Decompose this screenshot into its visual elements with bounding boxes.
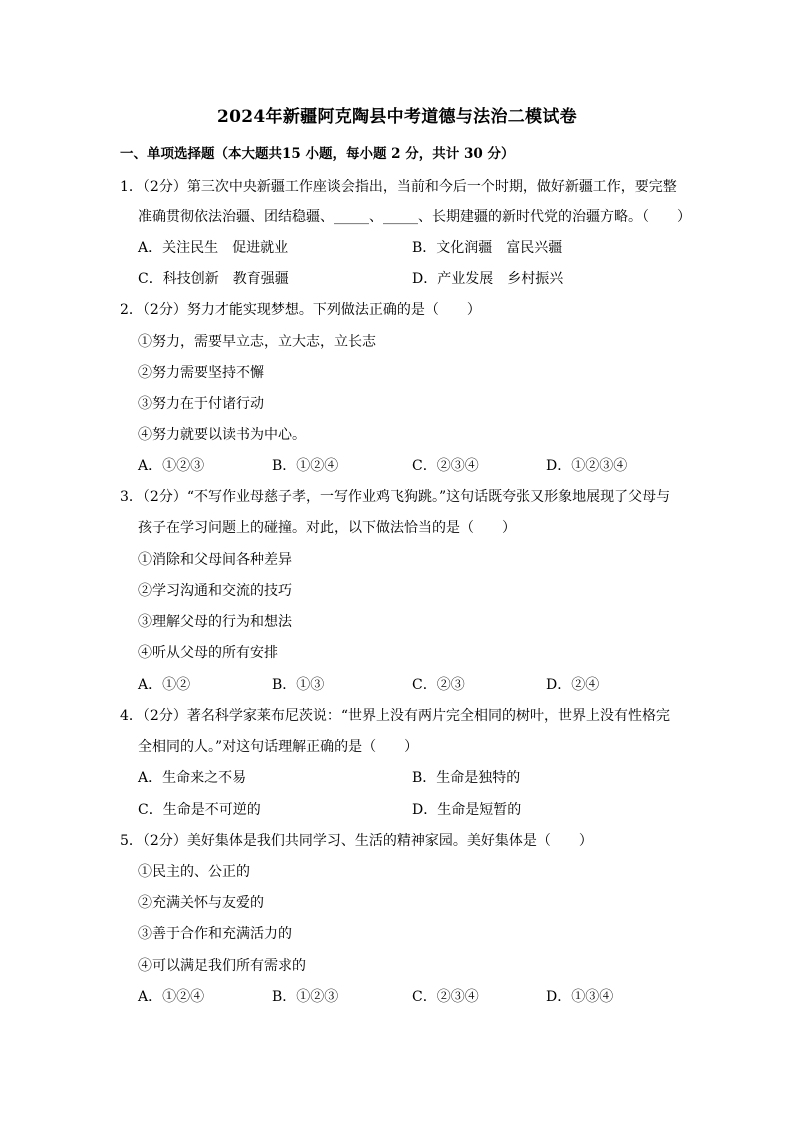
exam-title: 2024年新疆阿克陶县中考道德与法治二模试卷 [217,107,577,127]
question-3-statement-3: ③理解父母的行为和想法 [138,614,292,630]
question-3-option-a: A．①② [138,677,191,693]
question-1-stem-line-1: 1．（2分）第三次中央新疆工作座谈会指出，当前和今后一个时期，做好新疆工作，要完整 [120,179,677,195]
question-3-statement-2: ②学习沟通和交流的技巧 [138,583,292,599]
question-4-stem-line-1: 4．（2分）著名科学家莱布尼茨说：“世界上没有两片完全相同的树叶，世界上没有性格完 [120,708,670,724]
question-2-statement-2: ②努力需要坚持不懈 [138,365,264,381]
question-5-option-b: B．①②③ [272,989,339,1005]
question-1-option-d: D．产业发展 乡村振兴 [412,271,564,287]
question-1-option-b: B．文化润疆 富民兴疆 [412,240,563,256]
question-2-stem: 2．（2分）努力才能实现梦想。下列做法正确的是（ ） [120,302,481,318]
question-4-option-b: B．生命是独特的 [412,770,521,786]
question-5-statement-2: ②充满关怀与友爱的 [138,895,264,911]
question-2-option-a: A．①②③ [138,458,205,474]
question-1-option-a: A．关注民生 促进就业 [138,240,289,256]
question-3-option-d: D．②④ [546,677,600,693]
question-4-option-c: C．生命是不可逆的 [138,802,261,818]
question-5-stem: 5．（2分）美好集体是我们共同学习、生活的精神家园。美好集体是（ ） [120,833,593,849]
question-4-option-a: A．生命来之不易 [138,770,247,786]
question-3-stem-line-2: 孩子在学习问题上的碰撞。对此，以下做法恰当的是（ ） [138,520,516,536]
question-5-option-c: C．②③④ [412,989,479,1005]
question-3-statement-4: ④听从父母的所有安排 [138,645,278,661]
section-heading: 一、单项选择题（本大题共15 小题，每小题 2 分，共计 30 分） [120,146,515,162]
question-2-statement-4: ④努力就要以读书为中心。 [138,427,306,443]
question-2-option-b: B．①②④ [272,458,339,474]
question-5-option-a: A．①②④ [138,989,205,1005]
question-3-stem-line-1: 3．（2分）“不写作业母慈子孝，一写作业鸡飞狗跳。”这句话既夸张又形象地展现了父母与 [120,489,671,505]
question-5-statement-4: ④可以满足我们所有需求的 [138,958,306,974]
question-2-statement-1: ①努力，需要早立志，立大志，立长志 [138,334,376,350]
question-3-statement-1: ①消除和父母间各种差异 [138,552,292,568]
question-3-option-b: B．①③ [272,677,325,693]
question-2-statement-3: ③努力在于付诸行动 [138,396,264,412]
question-5-statement-3: ③善于合作和充满活力的 [138,926,292,942]
question-5-option-d: D．①③④ [546,989,614,1005]
question-2-option-c: C．②③④ [412,458,479,474]
question-4-stem-line-2: 全相同的人。”对这句话理解正确的是（ ） [138,739,419,755]
question-5-statement-1: ①民主的、公正的 [138,864,250,880]
question-3-option-c: C．②③ [412,677,465,693]
question-4-option-d: D．生命是短暂的 [412,802,522,818]
question-2-option-d: D．①②③④ [546,458,628,474]
question-1-stem-line-2: 准确贯彻依法治疆、团结稳疆、_____、_____、长期建疆的新时代党的治疆方略。（ ） [138,209,691,225]
question-1-option-c: C．科技创新 教育强疆 [138,271,289,287]
